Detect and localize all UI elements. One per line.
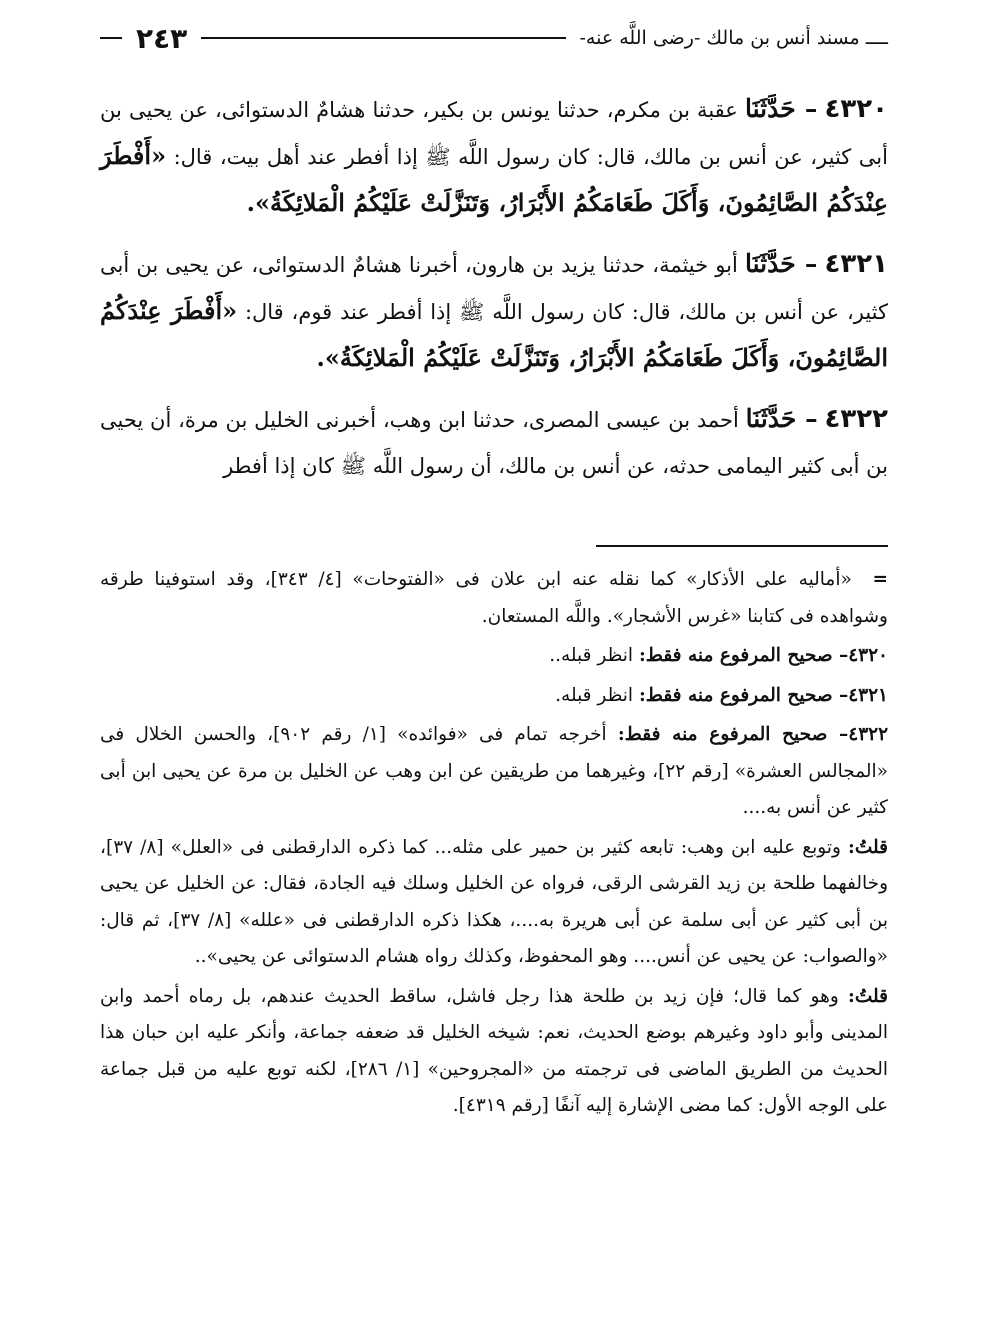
- hadith-isnad: عقبة بن مكرم، حدثنا يونس بن بكير، حدثنا هشامٌ الدستوائى، عن يحيى بن أبى كثير، عن أنس بن مالك، قال: كان رسول اللَّه ﷺ إذا أفطر عند أهل بيت، قال:: [100, 98, 888, 169]
- footnote-qultu-1: [100, 830, 888, 976]
- footnotes: [100, 562, 888, 1128]
- header-title: ــــ مسند أنس بن مالك -رضى اللَّه عنه-: [579, 27, 888, 49]
- footnote-text: انظر قبله..: [549, 645, 634, 666]
- hadith-number: ٤٣٢٠: [824, 94, 888, 124]
- footnote-label: ٤٣٢٢– صحيح المرفوع منه فقط:: [617, 724, 889, 745]
- hadith-matn: «أَفْطَرَ عِنْدَكُمُ الصَّائِمُونَ، وَأَكَلَ طَعَامَكُمُ الأَبْرَارُ، وَتَنَزَّلَتْ عَلَيْكُمُ الْمَلائِكَةُ».: [100, 141, 888, 217]
- hadith-text: [100, 86, 888, 503]
- hadith-lead: – حَدَّثَنَا: [745, 404, 818, 433]
- hadith-4321: [100, 241, 888, 382]
- header-trail-dash: [100, 37, 122, 39]
- footnote-4322: [100, 717, 888, 827]
- hadith-number: ٤٣٢٢: [824, 404, 888, 434]
- footnote-label: قلتُ:: [848, 985, 888, 1007]
- hadith-number: ٤٣٢١: [824, 249, 888, 279]
- footnote-text: انظر قبله.: [555, 684, 634, 706]
- continuation-mark: =: [872, 569, 888, 590]
- footnote-continuation: [100, 562, 888, 635]
- footnote-text: أخرجه تمام فى «فوائده» [١/ رقم ٩٠٢]، والحسن الخلال فى «المجالس العشرة» [رقم ٢٢]، وغيرهما من طريقين عن ابن وهب عن الخليل بن مرة عن يحيى ابن أبى كثير عن أنس به....: [100, 724, 889, 818]
- header-rule: [201, 37, 565, 39]
- hadith-lead: – حَدَّثَنَا: [744, 94, 818, 123]
- footnote-4321: [100, 678, 888, 715]
- footnote-divider: [596, 545, 888, 547]
- footnote-text: وتوبع عليه ابن وهب: تابعه كثير بن حمير على مثله... كما ذكره الدارقطنى فى «العلل» [٨/ ٣٧]، وخالفهما طلحة بن زيد القرشى الرقى، فرواه عن الخليل وسلك فيه الجادة، فقال: عن الخليل عن يحيى بن أبى كثير عن أبى سلمة عن أبى هريرة به....، هكذا ذكره الدارقطنى فى «علله» [٨/ ٣٧]، ثم قال: «والصواب: عن يحيى عن أنس.... وهو المحفوظ، وكذلك رواه هشام الدستوائى عن يحيى»..: [100, 836, 888, 967]
- hadith-isnad: أبو خيثمة، حدثنا يزيد بن هارون، أخبرنا هشامٌ الدستوائى، عن يحيى بن أبى كثير، عن أنس بن مالك، قال: كان رسول اللَّه ﷺ إذا أفطر عند قوم، قال:: [100, 253, 888, 324]
- hadith-matn: «أَفْطَرَ عِنْدَكُمُ الصَّائِمُونَ، وَأَكَلَ طَعَامَكُمُ الأَبْرَارُ، وَتَنَزَّلَتْ عَلَيْكُمُ الْمَلائِكَةُ».: [100, 296, 888, 372]
- hadith-4322: [100, 396, 888, 489]
- hadith-isnad: أحمد بن عيسى المصرى، حدثنا ابن وهب، أخبرنى الخليل بن مرة، أن يحيى بن أبى كثير اليمامى حدثه، عن أنس بن مالك، أن رسول اللَّه ﷺ كان إذا أفطر: [100, 408, 888, 478]
- footnote-label: قلتُ:: [848, 836, 888, 858]
- footnote-text: وهو كما قال؛ فإن زيد بن طلحة هذا رجل فاشل، ساقط الحديث عندهم، بل رماه أحمد وابن المدينى وأبو داود وغيرهم بوضع الحديث، نعم: شيخه الخليل قد ضعفه جماعة، وأنكر عليه ابن حبان هذا الحديث من الطريق الماضى فى ترجمته من «المجروحين» [١/ ٢٨٦]، لكنه توبع عليه من قبل جماعة على الوجه الأول: كما مضى الإشارة إليه آنفًا [رقم ٤٣١٩].: [100, 985, 888, 1116]
- footnote-qultu-2: [100, 979, 888, 1125]
- footnote-label: ٤٣٢٠– صحيح المرفوع منه فقط:: [638, 645, 888, 666]
- hadith-4320: [100, 86, 888, 227]
- footnote-4320: [100, 638, 888, 675]
- continuation-text: «أماليه على الأذكار» كما نقله عنه ابن علان فى «الفتوحات» [٤/ ٣٤٣]، وقد استوفينا طرقه وشواهده فى كتابنا «غرس الأشجار». واللَّه المستعان.: [100, 569, 888, 627]
- page-number: ٢٤٣: [136, 21, 188, 55]
- footnote-label: ٤٣٢١– صحيح المرفوع منه فقط:: [638, 684, 888, 706]
- hadith-lead: – حَدَّثَنَا: [744, 249, 818, 278]
- running-header: [100, 20, 888, 56]
